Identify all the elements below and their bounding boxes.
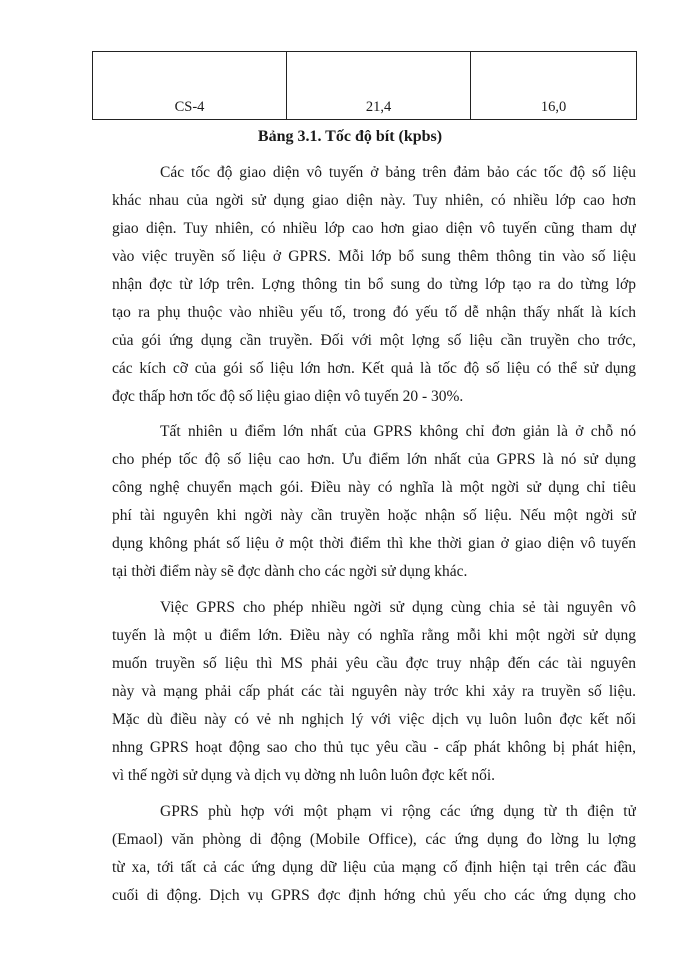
paragraph-3-line: nhng GPRS hoạt động sao cho thủ tục yêu cầu - cấp phát không bị phát hiện, <box>112 739 636 756</box>
paragraph-1-line: khác nhau của ngời sử dụng giao diện này. Tuy nhiên, có nhiều lớp cao hơn <box>112 192 636 209</box>
paragraph-3-line: Mặc dù điều này có vẻ nh nghịch lý với việc dịch vụ luôn luôn đợc kết nối <box>112 711 636 728</box>
paragraph-1-line: Các tốc độ giao diện vô tuyến ở bảng trên đảm bảo các tốc độ số liệu <box>160 164 636 181</box>
paragraph-3-line: Việc GPRS cho phép nhiều ngời sử dụng cùng chia sẻ tài nguyên vô <box>160 599 636 616</box>
table-cell-scheme: CS-4 <box>93 52 287 120</box>
table-cell-rate-1: 21,4 <box>287 52 471 120</box>
paragraph-2-line: Tất nhiên u điểm lớn nhất của GPRS không chỉ đơn giản là ở chỗ nó <box>160 423 636 440</box>
paragraph-2-line: tại thời điểm này sẽ đợc dành cho các ngời sử dụng khác. <box>112 563 468 580</box>
paragraph-2-line: phí tài nguyên khi ngời này cần truyền hoặc nhận số liệu. Nếu một ngời sử <box>112 507 636 524</box>
paragraph-1-line: tạo ra phụ thuộc vào nhiều yếu tố, trong đó yếu tố dễ nhận thấy nhất là kích <box>112 304 636 321</box>
paragraph-3-line: tuyến là một u điểm lớn. Điều này có nghĩa rằng mỗi khi một ngời sử dụng <box>112 627 636 644</box>
paragraph-1-line: giao diện. Tuy nhiên, có nhiều lớp cao hơn giao diện vô tuyến cũng tham dự <box>112 220 636 237</box>
paragraph-1-line: vào việc truyền số liệu ở GPRS. Mỗi lớp bổ sung thêm thông tin vào số liệu <box>112 248 636 265</box>
paragraph-1-line: của gói ứng dụng cần truyền. Đối với một lợng số liệu cần truyền cho trớc, <box>112 332 636 349</box>
paragraph-2-line: dụng không phát số liệu ở một thời điểm thì khe thời gian ở giao diện vô tuyến <box>112 535 636 552</box>
paragraph-1-line: các kích cỡ của gói số liệu lớn hơn. Kết quả là tốc độ số liệu có thể sử dụng <box>112 360 636 377</box>
table-row <box>93 52 637 120</box>
paragraph-3-line: này và mạng phải cấp phát các tài nguyên này trớc khi xảy ra truyền số liệu. <box>112 683 636 700</box>
paragraph-1-line: đợc thấp hơn tốc độ số liệu giao diện vô tuyến 20 - 30%. <box>112 388 464 405</box>
table-caption: Bảng 3.1. Tốc độ bít (kpbs) <box>257 128 443 145</box>
table-cell-rate-2: 16,0 <box>471 52 637 120</box>
paragraph-2-line: công nghệ chuyển mạch gói. Điều này có nghĩa là một ngời sử dụng chỉ tiêu <box>112 479 636 496</box>
paragraph-4-line: từ xa, tới tất cả các ứng dụng dữ liệu của mạng cố định hiện tại trên các đầu <box>112 859 636 876</box>
bitrate-table <box>92 51 637 120</box>
paragraph-3-line: muốn truyền số liệu thì MS phải yêu cầu đợc truy nhập đến các tài nguyên <box>112 655 636 672</box>
paragraph-2-line: cho phép tốc độ số liệu cao hơn. Ưu điểm lớn nhất của GPRS là nó sử dụng <box>112 451 636 468</box>
paragraph-4-line: GPRS phù hợp với một phạm vi rộng các ứng dụng từ th điện tử <box>160 803 636 820</box>
paragraph-4-line: (Emaol) văn phòng di động (Mobile Office), các ứng dụng đo lờng lu lợng <box>112 831 636 848</box>
paragraph-3-line: vì thế ngời sử dụng và dịch vụ dờng nh luôn luôn đợc kết nối. <box>112 767 495 784</box>
paragraph-1-line: nhận đợc từ lớp trên. Lợng thông tin bổ sung do từng lớp tạo ra do từng lớp <box>112 276 636 293</box>
paragraph-4-line: cuối di động. Dịch vụ GPRS đợc định hớng chủ yếu cho các ứng dụng cho <box>112 887 636 904</box>
